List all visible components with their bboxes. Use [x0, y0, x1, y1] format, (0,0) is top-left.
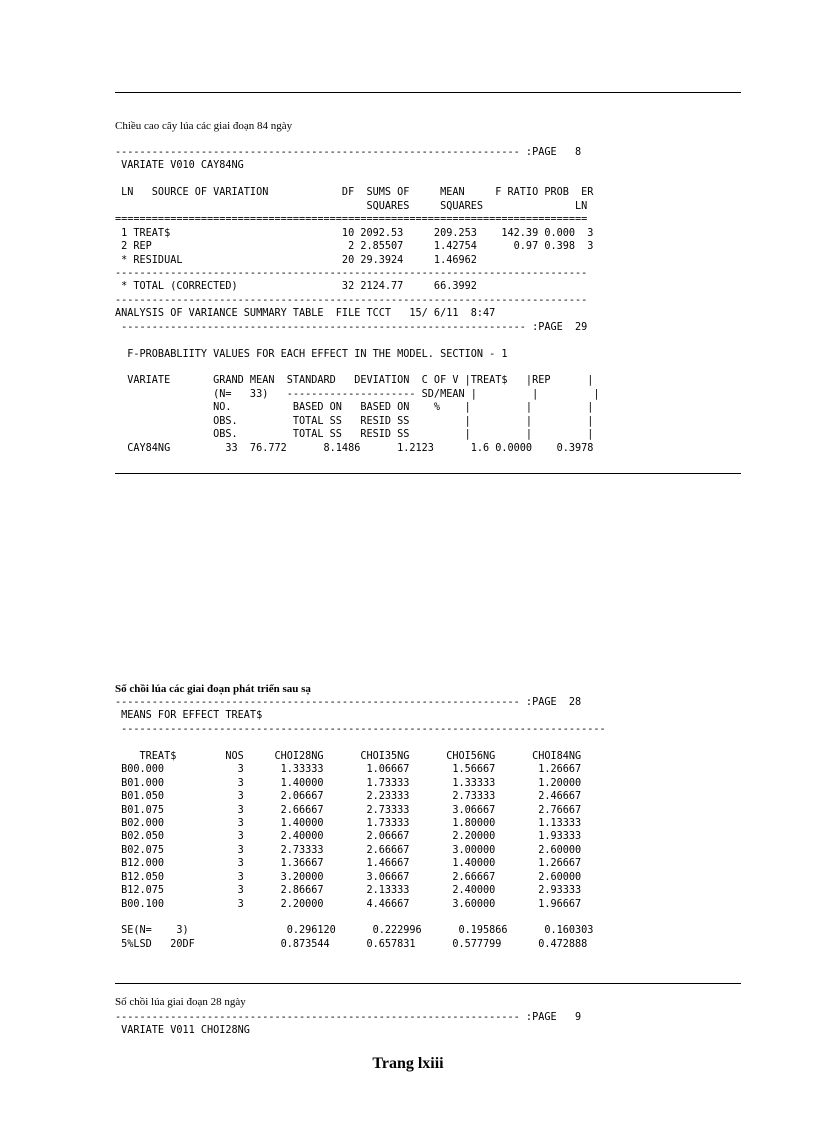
output-line: B01.075 3 2.66667 2.73333 3.06667 2.76667 — [115, 804, 582, 816]
output-line: VARIATE V011 CHOI28NG — [115, 1025, 250, 1037]
output-line: B00.000 3 1.33333 1.06667 1.56667 1.26667 — [115, 764, 582, 776]
output-line: B00.100 3 2.20000 4.46667 3.60000 1.96667 — [115, 898, 582, 910]
output-line — [115, 173, 600, 186]
output-line: B02.000 3 1.40000 1.73333 1.80000 1.13333 — [115, 817, 582, 829]
anova-cay84ng-block — [115, 146, 600, 455]
output-line: B02.075 3 2.73333 2.66667 3.00000 2.60000 — [115, 844, 582, 856]
output-line: ------------------------------------------------------------------ :PAGE 9 — [115, 1012, 582, 1023]
output-line: LN SOURCE OF VARIATION DF SUMS OF MEAN F RATIO PROB ER — [115, 187, 594, 199]
output-line: CAY84NG 33 76.772 8.1486 1.2123 1.6 0.0000 0.3978 — [115, 442, 594, 454]
output-line: NO. BASED ON BASED ON % | | | — [115, 402, 594, 414]
output-line: F-PROBABLIITY VALUES FOR EACH EFFECT IN THE MODEL. SECTION - 1 — [115, 348, 508, 360]
section2-caption: Số chồi lúa các giai đoạn phát triển sau sạ — [115, 683, 311, 695]
top-rule — [115, 92, 741, 93]
output-line: 2 REP 2 2.85507 1.42754 0.97 0.398 3 — [115, 241, 594, 253]
output-line: ------------------------------------------------------------------ :PAGE 28 — [115, 697, 582, 708]
output-line: * TOTAL (CORRECTED) 32 2124.77 66.3992 — [115, 281, 477, 293]
output-line — [115, 361, 600, 374]
output-line: ------------------------------------------------------------------ :PAGE 8 — [115, 147, 582, 158]
means-treat-block — [115, 696, 606, 951]
output-line: VARIATE V010 CAY84NG — [115, 160, 244, 172]
output-line: ------------------------------------------------------------------ :PAGE 29 — [115, 321, 588, 333]
section2-bottom-rule — [115, 983, 741, 984]
output-line: ============================================================================= — [115, 214, 588, 226]
output-line: 1 TREAT$ 10 2092.53 209.253 142.39 0.000 3 — [115, 227, 594, 239]
output-line: * RESIDUAL 20 29.3924 1.46962 — [115, 254, 477, 266]
output-line: B12.000 3 1.36667 1.46667 1.40000 1.26667 — [115, 858, 582, 870]
output-line: OBS. TOTAL SS RESID SS | | | — [115, 415, 594, 427]
output-line: B02.050 3 2.40000 2.06667 2.20000 1.93333 — [115, 831, 582, 843]
output-line: ----------------------------------------------------------------------------- — [115, 294, 588, 306]
output-line: B01.000 3 1.40000 1.73333 1.33333 1.20000 — [115, 777, 582, 789]
output-line: ANALYSIS OF VARIANCE SUMMARY TABLE FILE TCCT 15/ 6/11 8:47 — [115, 308, 496, 320]
output-line: 5%LSD 20DF 0.873544 0.657831 0.577799 0.472888 — [115, 938, 588, 950]
page-number-footer: Trang lxiii — [372, 1055, 444, 1072]
section1-bottom-rule — [115, 473, 741, 474]
output-line: (N= 33) --------------------- SD/MEAN | | | — [115, 388, 600, 400]
output-line: ----------------------------------------------------------------------------- — [115, 267, 588, 279]
output-line — [115, 334, 600, 347]
output-line: VARIATE GRAND MEAN STANDARD DEVIATION C OF V |TREAT$ |REP | — [115, 375, 594, 387]
output-line: SQUARES SQUARES LN — [115, 200, 588, 212]
variate-choi28ng-block — [115, 1011, 581, 1038]
output-line — [115, 736, 606, 749]
output-line: OBS. TOTAL SS RESID SS | | | — [115, 429, 594, 441]
output-line: SE(N= 3) 0.296120 0.222996 0.195866 0.160303 — [115, 925, 594, 937]
output-line: MEANS FOR EFFECT TREAT$ — [115, 710, 263, 722]
output-line — [115, 911, 606, 924]
section1-caption: Chiều cao cây lúa các giai đoạn 84 ngày — [115, 120, 293, 132]
output-line: TREAT$ NOS CHOI28NG CHOI35NG CHOI56NG CHOI84NG — [115, 750, 582, 762]
output-line: ------------------------------------------------------------------------------- — [115, 723, 606, 735]
output-line: B12.075 3 2.86667 2.13333 2.40000 2.93333 — [115, 885, 582, 897]
output-line: B12.050 3 3.20000 3.06667 2.66667 2.60000 — [115, 871, 582, 883]
output-line: B01.050 3 2.06667 2.23333 2.73333 2.46667 — [115, 791, 582, 803]
section3-caption: Số chồi lúa giai đoạn 28 ngày — [115, 996, 246, 1008]
